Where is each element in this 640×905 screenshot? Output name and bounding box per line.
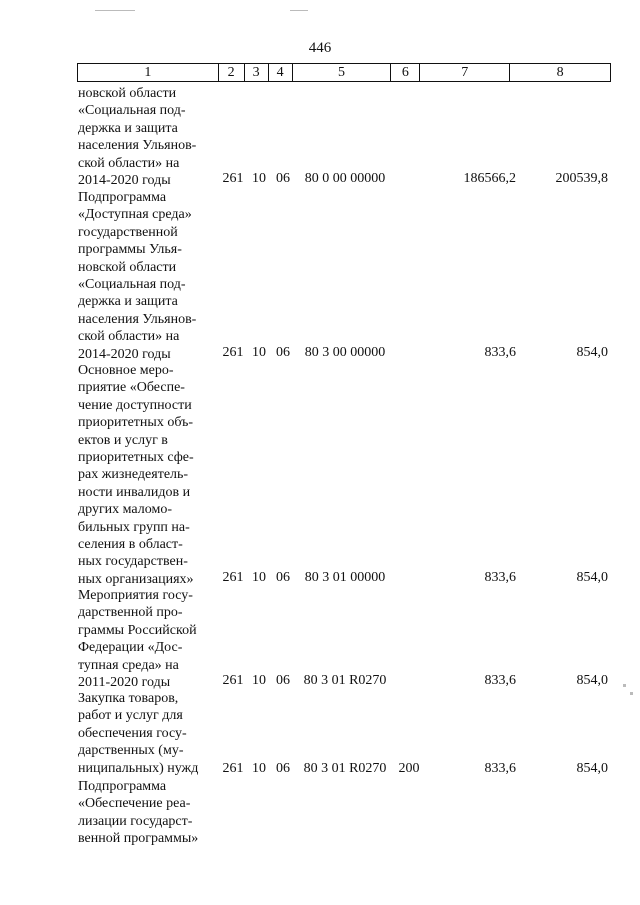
name-line: новской области bbox=[78, 86, 177, 101]
name-line: бильных групп на- bbox=[78, 519, 190, 535]
name-line: государственной bbox=[78, 224, 178, 240]
cell-pr: 06 bbox=[276, 673, 290, 688]
cell-rz: 10 bbox=[252, 345, 266, 360]
name-line: селения в област- bbox=[78, 537, 183, 553]
name-line: населения Ульянов- bbox=[78, 138, 197, 154]
name-line: Федерации «Дос- bbox=[78, 640, 183, 656]
name-line: Подпрограмма bbox=[78, 190, 167, 205]
name-line: лизации государст- bbox=[78, 813, 193, 829]
name-line: программы Улья- bbox=[78, 242, 182, 258]
name-line: 2011-2020 годы bbox=[78, 675, 171, 691]
name-line: граммы Российской bbox=[78, 622, 197, 638]
column-header-row bbox=[77, 63, 611, 82]
name-line: ных организациях» bbox=[78, 571, 194, 587]
cell-csr: 80 3 00 00000 bbox=[304, 345, 386, 360]
table-row-name bbox=[78, 587, 216, 691]
table-row-name bbox=[78, 362, 216, 588]
cell-sum-2020: 854,0 bbox=[576, 673, 608, 688]
name-line: населения Ульянов- bbox=[78, 311, 197, 327]
name-line: ных государствен- bbox=[78, 554, 188, 570]
name-line: Основное меро- bbox=[78, 363, 174, 378]
column-header: 3 bbox=[244, 64, 268, 82]
name-line: других маломо- bbox=[78, 502, 173, 518]
cell-pr: 06 bbox=[276, 570, 290, 585]
table-row-name bbox=[78, 778, 216, 848]
name-line: 2014-2020 годы bbox=[78, 173, 171, 189]
name-line: венной программы» bbox=[78, 831, 199, 847]
name-line: ниципальных) нужд bbox=[78, 760, 199, 776]
name-line: рах жизнедеятель- bbox=[78, 467, 189, 483]
name-line: дарственных (му- bbox=[78, 743, 184, 759]
cell-sum-2019: 833,6 bbox=[484, 761, 516, 776]
name-line: чение доступности bbox=[78, 397, 192, 413]
name-line: приятие «Обеспе- bbox=[78, 380, 185, 396]
name-line: держка и защита bbox=[78, 294, 178, 310]
name-line: дарственной про- bbox=[78, 605, 183, 621]
cell-sum-2019: 833,6 bbox=[484, 345, 516, 360]
table-row-name bbox=[78, 85, 216, 189]
cell-pr: 06 bbox=[276, 761, 290, 776]
name-line: работ и услуг для bbox=[78, 708, 183, 724]
cell-csr: 80 0 00 00000 bbox=[304, 171, 386, 186]
name-line: «Обеспечение реа- bbox=[78, 796, 191, 812]
name-line: «Социальная под- bbox=[78, 277, 186, 293]
name-line: ности инвалидов и bbox=[78, 484, 191, 500]
cell-ved: 261 bbox=[222, 570, 244, 585]
cell-ved: 261 bbox=[222, 761, 244, 776]
cell-rz: 10 bbox=[252, 673, 266, 688]
name-line: 2014-2020 годы bbox=[78, 346, 171, 362]
name-line: обеспечения госу- bbox=[78, 725, 187, 741]
cell-sum-2020: 854,0 bbox=[576, 570, 608, 585]
cell-rz: 10 bbox=[252, 761, 266, 776]
cell-sum-2020: 854,0 bbox=[576, 761, 608, 776]
name-line: приоритетных сфе- bbox=[78, 450, 194, 466]
cell-ved: 261 bbox=[222, 171, 244, 186]
cell-sum-2019: 833,6 bbox=[484, 570, 516, 585]
cell-rz: 10 bbox=[252, 171, 266, 186]
cell-sum-2020: 200539,8 bbox=[555, 171, 608, 186]
name-line: ской области» на bbox=[78, 329, 180, 345]
scan-speck bbox=[623, 684, 626, 687]
page-number: 446 bbox=[308, 40, 332, 56]
cell-ved: 261 bbox=[222, 345, 244, 360]
cell-sum-2019: 186566,2 bbox=[463, 171, 516, 186]
column-header: 8 bbox=[510, 64, 611, 82]
name-line: ской области» на bbox=[78, 155, 180, 171]
scan-speck bbox=[95, 10, 135, 11]
cell-rz: 10 bbox=[252, 570, 266, 585]
cell-csr: 80 3 01 R0270 bbox=[303, 673, 387, 688]
column-header: 2 bbox=[218, 64, 244, 82]
column-header: 4 bbox=[268, 64, 292, 82]
cell-pr: 06 bbox=[276, 171, 290, 186]
cell-sum-2019: 833,6 bbox=[484, 673, 516, 688]
name-line: ектов и услуг в bbox=[78, 432, 168, 448]
scan-speck bbox=[290, 10, 308, 11]
name-line: тупная среда» на bbox=[78, 657, 179, 673]
cell-vr: 200 bbox=[398, 761, 420, 776]
name-line: Закупка товаров, bbox=[78, 691, 179, 706]
scan-speck bbox=[630, 692, 633, 695]
cell-ved: 261 bbox=[222, 673, 244, 688]
name-line: «Доступная среда» bbox=[78, 207, 192, 223]
column-header: 7 bbox=[420, 64, 510, 82]
column-header: 5 bbox=[292, 64, 391, 82]
name-line: приоритетных объ- bbox=[78, 415, 194, 431]
cell-csr: 80 3 01 00000 bbox=[304, 570, 386, 585]
name-line: держка и защита bbox=[78, 120, 178, 136]
cell-sum-2020: 854,0 bbox=[576, 345, 608, 360]
cell-pr: 06 bbox=[276, 345, 290, 360]
table-row-name bbox=[78, 189, 216, 363]
column-header: 1 bbox=[78, 64, 219, 82]
name-line: Мероприятия госу- bbox=[78, 588, 193, 603]
name-line: новской области bbox=[78, 259, 177, 275]
table-row-name bbox=[78, 690, 216, 777]
name-line: Подпрограмма bbox=[78, 779, 167, 794]
cell-csr: 80 3 01 R0270 bbox=[303, 761, 387, 776]
name-line: «Социальная под- bbox=[78, 103, 186, 119]
column-header: 6 bbox=[391, 64, 420, 82]
